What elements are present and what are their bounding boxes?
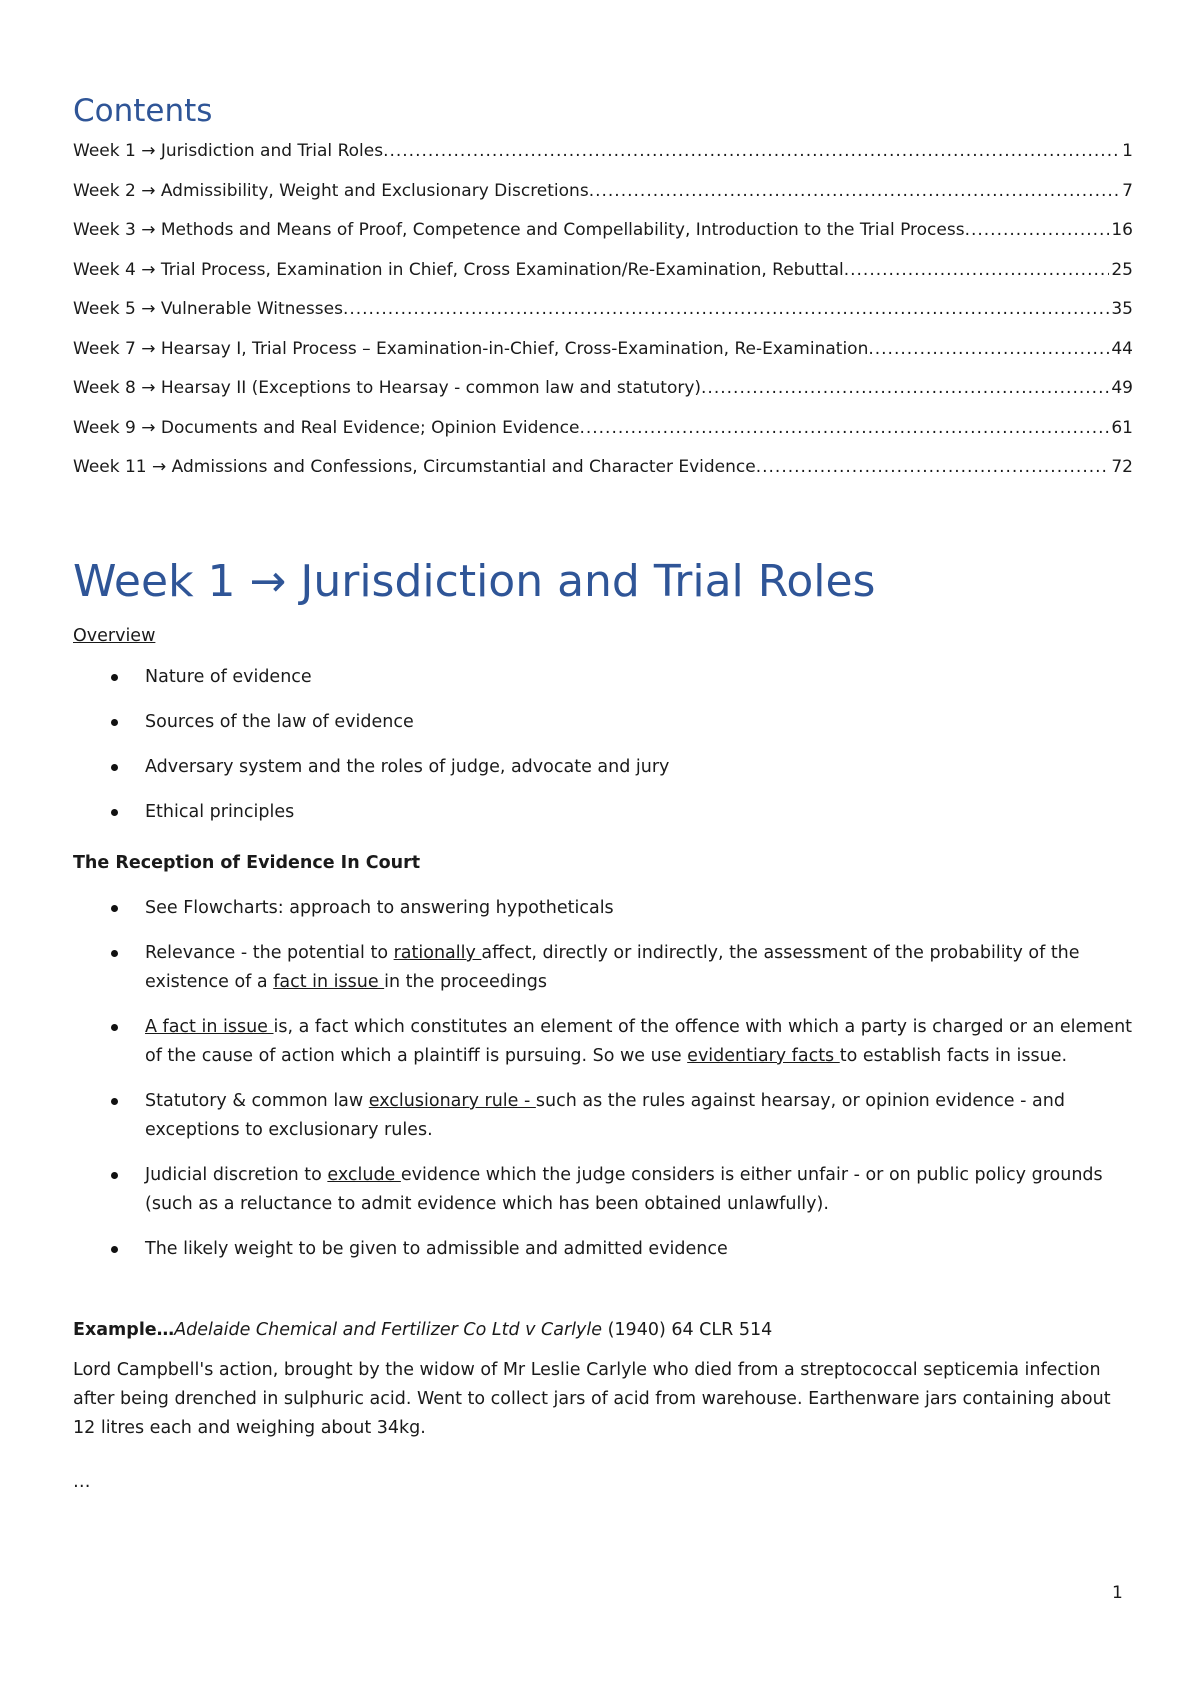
toc-entry-page: 61 [1111,417,1133,438]
text: Statutory & common law [145,1091,369,1111]
case-name: Adelaide Chemical and Fertilizer Co Ltd v Carlyle [174,1320,603,1340]
toc-entry-title: Week 2 → Admissibility, Weight and Exclusionary Discretions [73,180,589,201]
text: is, a fact which constitutes an element of the offence with which a party is charged or an element of the cause of action which a plaintiff is pursuing. So we use [145,1017,1133,1066]
toc-entry[interactable] [73,335,1133,375]
toc-entry-page: 49 [1111,378,1133,398]
toc-entry-page: 35 [1111,299,1133,319]
toc-entry-page: 1 [1122,141,1133,161]
toc-entry[interactable] [73,374,1133,414]
underlined-term: fact in issue [273,972,385,992]
toc-entry-title: Week 4 → Trial Process, Examination in Chief, Cross Examination/Re-Examination, Rebuttal [73,259,844,280]
toc-entry-page: 25 [1111,259,1133,280]
toc-entry-title: Week 3 → Methods and Means of Proof, Competence and Compellability, Introduction to the Trial Process [73,220,965,240]
example-label: Example… [73,1320,175,1340]
section-heading: The Reception of Evidence In Court [73,853,421,873]
list-item: See Flowcharts: approach to answering hypotheticals [73,894,1138,923]
toc-leader [756,453,1110,481]
toc-leader [383,137,1120,165]
toc-entry-title: Week 1 → Jurisdiction and Trial Roles [73,141,384,161]
list-item: The likely weight to be given to admissible and admitted evidence [73,1235,1138,1264]
text: such as the rules against hearsay, or opinion evidence - and exceptions to exclusionary rules. [145,1091,1065,1140]
toc-heading: Contents [73,93,213,129]
toc-entry-title: Week 5 → Vulnerable Witnesses [73,299,343,319]
underlined-term: rationally [393,943,482,963]
text: to establish facts in issue. [839,1046,1068,1066]
toc-entry[interactable] [73,216,1133,256]
toc-entry-page: 44 [1111,338,1133,359]
underlined-term: exclusionary rule - [368,1091,536,1111]
underlined-term: A fact in issue [145,1017,274,1037]
list-item [73,1087,1138,1145]
table-of-contents [73,137,1133,493]
list-item [73,1161,1138,1219]
toc-leader [343,295,1109,323]
case-paragraph: Lord Campbell's action, brought by the widow of Mr Leslie Carlyle who died from a streptococcal septicemia infection after being drenched in sulphuric acid. Went to collect jars of acid from warehouse. Earthenware jars containing about 12 litres each and weighing about 34kg. [73,1360,1111,1438]
toc-leader [701,374,1109,402]
overview-list [73,663,1138,827]
text: Relevance - the potential to [145,943,394,963]
text: in the proceedings [384,972,548,992]
toc-entry-page: 72 [1111,457,1133,477]
toc-entry-page: 16 [1111,220,1133,240]
toc-leader [868,335,1109,363]
example-line [73,1316,772,1345]
underlined-term: exclude [327,1165,401,1185]
list-item: Adversary system and the roles of judge, advocate and jury [73,753,1138,782]
toc-entry[interactable] [73,137,1133,177]
toc-entry[interactable] [73,453,1133,493]
toc-entry-title: Week 7 → Hearsay I, Trial Process – Examination-in-Chief, Cross-Examination, Re-Examination [73,338,869,359]
case-citation: (1940) 64 CLR 514 [602,1320,773,1340]
toc-entry[interactable] [73,295,1133,335]
list-item [73,939,1138,997]
toc-leader [844,256,1110,284]
reception-list [73,894,1138,1264]
toc-entry[interactable] [73,177,1133,217]
toc-entry-title: Week 8 → Hearsay II (Exceptions to Hearsay - common law and statutory) [73,378,702,398]
toc-entry-title: Week 9 → Documents and Real Evidence; Opinion Evidence [73,417,580,438]
list-item [73,1013,1138,1071]
overview-label: Overview [73,626,156,646]
toc-leader [965,216,1110,244]
toc-entry[interactable] [73,414,1133,454]
page-number: 1 [1112,1583,1123,1603]
text: Judicial discretion to [145,1165,328,1185]
toc-entry-title: Week 11 → Admissions and Confessions, Circumstantial and Character Evidence [73,457,756,477]
text: affect, directly or indirectly, the assessment of the probability of the existence of a [145,943,1080,992]
week1-heading: Week 1 → Jurisdiction and Trial Roles [73,556,876,607]
ellipsis: … [73,1472,91,1492]
list-item: Nature of evidence [73,663,1138,692]
text: evidence which the judge considers is either unfair - or on public policy grounds (such as a reluctance to admit evidence which has been obtained unlawfully). [145,1165,1103,1214]
list-item: Sources of the law of evidence [73,708,1138,737]
toc-leader [579,414,1109,442]
underlined-term: evidentiary facts [687,1046,840,1066]
list-item: Ethical principles [73,798,1138,827]
toc-leader [589,177,1120,205]
toc-entry-page: 7 [1122,180,1133,201]
toc-entry[interactable] [73,256,1133,296]
